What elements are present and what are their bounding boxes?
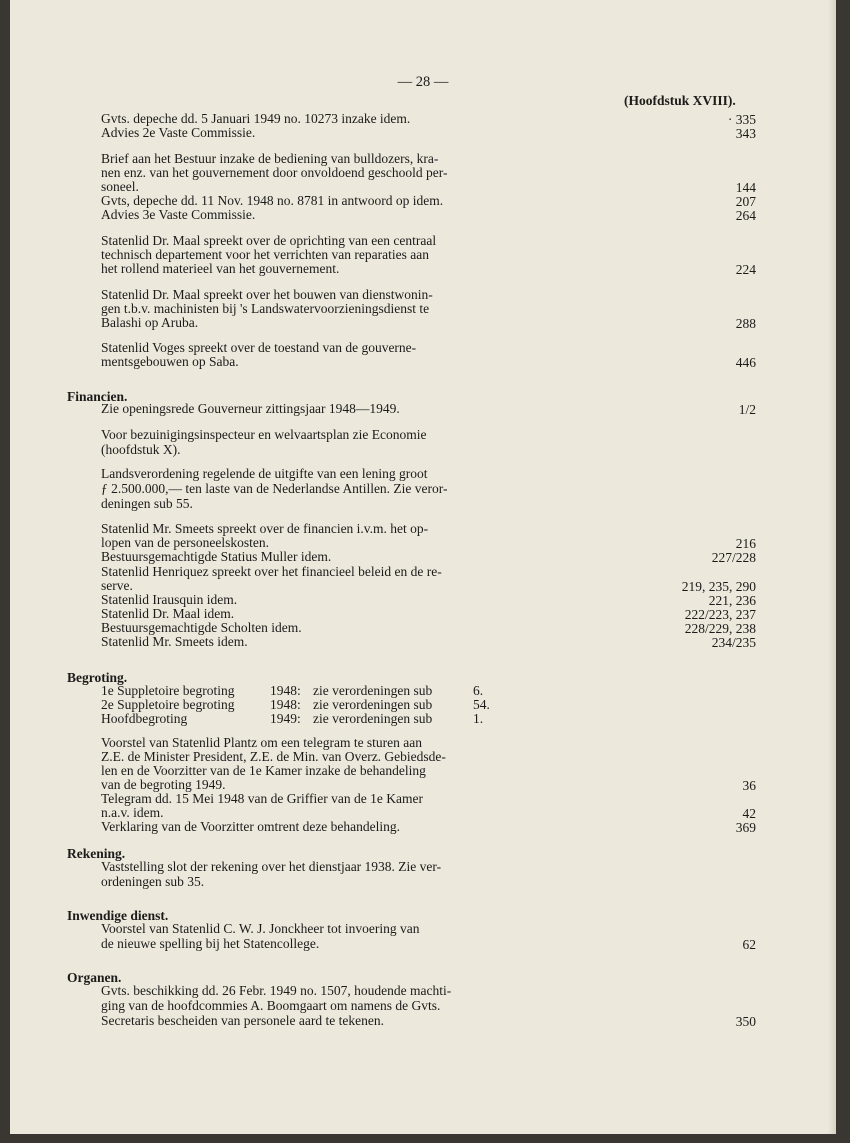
entry-line: van de begroting 1949. <box>101 777 226 792</box>
page-ref: 227/228 <box>711 550 756 565</box>
entry-line: ordeningen sub 35. <box>101 874 205 889</box>
entry-line: ging van de hoofdcommies A. Boomgaart om namens de Gvts. <box>101 998 441 1013</box>
entry-line: Telegram dd. 15 Mei 1948 van de Griffier van de 1e Kamer <box>101 791 423 806</box>
budget-name: 1e Suppletoire begroting <box>101 683 235 698</box>
entry-line: Statenlid Voges spreekt over de toestand van de gouverne- <box>101 340 417 355</box>
budget-ref: zie verordeningen sub <box>313 697 433 712</box>
entry-line: lopen van de personeelskosten. <box>101 535 269 550</box>
entry-line: Voorstel van Statenlid Plantz om een telegram te sturen aan <box>101 735 423 750</box>
entry-line: (hoofdstuk X). <box>101 442 181 457</box>
entry-line: deningen sub 55. <box>101 496 193 511</box>
entry-line: de nieuwe spelling bij het Statencollege. <box>101 936 320 951</box>
budget-name: Hoofdbegroting <box>101 711 188 726</box>
entry-line: Statenlid Dr. Maal spreekt over het bouwen van dienstwonin- <box>101 287 433 302</box>
page-ref: 221, 236 <box>708 593 756 608</box>
page-ref: 219, 235, 290 <box>681 579 756 594</box>
entry-line: Landsverordening regelende de uitgifte van een lening groot <box>101 466 428 481</box>
section-heading-begroting: Begroting. <box>67 670 128 685</box>
page-number: — 28 — <box>397 74 449 90</box>
entry-line: Advies 3e Vaste Commissie. <box>101 207 256 222</box>
entry-line: Bestuursgemachtigde Statius Muller idem. <box>101 549 332 564</box>
page-ref: 288 <box>735 316 756 331</box>
budget-year: 1948: <box>270 697 301 712</box>
entry-line: Statenlid Dr. Maal spreekt over de oprichting van een centraal <box>101 233 437 248</box>
budget-sub: 1. <box>473 711 484 726</box>
entry-line: serve. <box>101 578 133 593</box>
entry-line: Secretaris bescheiden van personele aard te tekenen. <box>101 1013 384 1028</box>
budget-ref: zie verordeningen sub <box>313 683 433 698</box>
page-ref: 369 <box>735 820 756 835</box>
chapter-label: (Hoofdstuk XVIII). <box>624 93 736 108</box>
entry-line: Statenlid Mr. Smeets spreekt over de financien i.v.m. het op- <box>101 521 429 536</box>
entry-line: Verklaring van de Voorzitter omtrent deze behandeling. <box>101 819 401 834</box>
section-heading-organen: Organen. <box>67 970 122 985</box>
page-ref: 36 <box>742 778 756 793</box>
entry-line: gen t.b.v. machinisten bij 's Landswatervoorzieningsdienst te <box>101 301 430 316</box>
page-edge-shadow <box>828 0 836 1134</box>
budget-year: 1948: <box>270 683 301 698</box>
page-ref: 207 <box>735 194 756 209</box>
entry-line: Balashi op Aruba. <box>101 315 199 330</box>
budget-year: 1949: <box>270 711 301 726</box>
page-ref: · 335 <box>727 112 756 127</box>
entry-line: Vaststelling slot der rekening over het dienstjaar 1938. Zie ver- <box>101 859 442 874</box>
budget-sub: 54. <box>473 697 490 712</box>
entry-line: ƒ 2.500.000,— ten laste van de Nederlandse Antillen. Zie veror- <box>101 481 448 496</box>
entry-line: n.a.v. idem. <box>101 805 164 820</box>
entry-line: soneel. <box>101 179 139 194</box>
entry-line: Bestuursgemachtigde Scholten idem. <box>101 620 302 635</box>
entry-line: Statenlid Dr. Maal idem. <box>101 606 235 621</box>
page-ref: 350 <box>735 1014 756 1029</box>
entry-line: Zie openingsrede Gouverneur zittingsjaar 1948—1949. <box>101 401 400 416</box>
page-ref: 343 <box>735 126 756 141</box>
section-heading-financien: Financien. <box>67 389 128 404</box>
entry-line: Gvts, depeche dd. 11 Nov. 1948 no. 8781 in antwoord op idem. <box>101 193 444 208</box>
entry-line: Brief aan het Bestuur inzake de bediening van bulldozers, kra- <box>101 151 439 166</box>
entry-line: Voor bezuinigingsinspecteur en welvaartsplan zie Economie <box>101 427 427 442</box>
section-heading-inwendige-dienst: Inwendige dienst. <box>67 908 169 923</box>
page-ref: 216 <box>735 536 756 551</box>
page-ref: 62 <box>742 937 756 952</box>
budget-name: 2e Suppletoire begroting <box>101 697 235 712</box>
entry-line: het rollend materieel van het gouvernement. <box>101 261 340 276</box>
entry-line: Statenlid Irausquin idem. <box>101 592 238 607</box>
section-heading-rekening: Rekening. <box>67 846 126 861</box>
entry-line: Voorstel van Statenlid C. W. J. Jonckheer tot invoering van <box>101 921 420 936</box>
entry-line: Advies 2e Vaste Commissie. <box>101 125 256 140</box>
page-ref: 222/223, 237 <box>684 607 756 622</box>
entry-line: nen enz. van het gouvernement door onvoldoend geschoold per- <box>101 165 448 180</box>
page-ref: 228/229, 238 <box>684 621 756 636</box>
page-ref: 446 <box>735 355 756 370</box>
entry-line: Gvts. depeche dd. 5 Januari 1949 no. 10273 inzake idem. <box>101 111 411 126</box>
entry-line: Statenlid Henriquez spreekt over het financieel beleid en de re- <box>101 564 442 579</box>
entry-line: Z.E. de Minister President, Z.E. de Min. van Overz. Gebiedsde- <box>101 749 446 764</box>
entry-line: Statenlid Mr. Smeets idem. <box>101 634 248 649</box>
page-ref: 144 <box>735 180 756 195</box>
page-ref: 1/2 <box>738 402 756 417</box>
page-ref: 224 <box>735 262 756 277</box>
budget-sub: 6. <box>473 683 484 698</box>
entry-line: len en de Voorzitter van de 1e Kamer inzake de behandeling <box>101 763 426 778</box>
document-page <box>10 0 836 1134</box>
entry-line: Gvts. beschikking dd. 26 Febr. 1949 no. 1507, houdende machti- <box>101 983 452 998</box>
page-ref: 234/235 <box>711 635 756 650</box>
page-ref: 42 <box>742 806 756 821</box>
entry-line: technisch departement voor het verrichten van reparaties aan <box>101 247 429 262</box>
budget-ref: zie verordeningen sub <box>313 711 433 726</box>
page-ref: 264 <box>735 208 756 223</box>
entry-line: mentsgebouwen op Saba. <box>101 354 239 369</box>
